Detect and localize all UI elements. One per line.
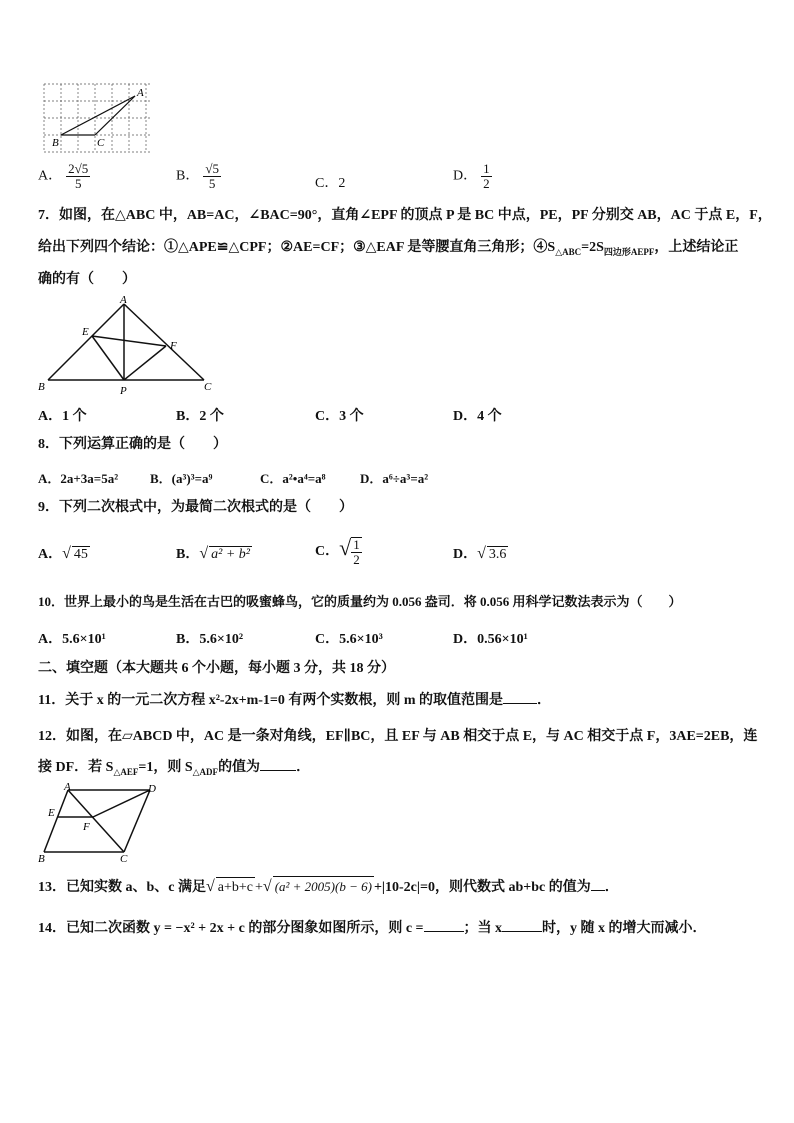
q8-option-c: C．a²•a⁴=a⁸ <box>260 471 326 486</box>
q14-x-blank[interactable] <box>502 931 542 932</box>
q7-label-A: A <box>120 294 127 306</box>
q10-option-a: A．5.6×10¹ <box>38 632 106 647</box>
q7-label-C: C <box>204 381 212 393</box>
q9-option-a: A．√ 45 <box>38 545 88 562</box>
q7-triangle-figure <box>36 294 216 398</box>
q12-label-F: F <box>83 821 90 833</box>
q7-option-d: D．4 个 <box>453 409 502 424</box>
q7-label-F: F <box>170 340 177 352</box>
q8-option-a: A．2a+3a=5a² <box>38 471 119 486</box>
q13-text: 13．已知实数 a、b、c 满足√ a+b+c +√ (a² + 2005)(b − 6) +|10-2c|=0，则代数式 ab+bc 的值为 ． <box>38 876 619 898</box>
q12-parallelogram-figure <box>36 780 162 868</box>
q6-grid-figure <box>40 82 156 154</box>
q8-stem: 8．下列运算正确的是（ ） <box>38 437 227 452</box>
q12-line1: 12．如图，在▱ABCD 中，AC 是一条对角线，EF∥BC，且 EF 与 AB 相交于点 E，与 AC 相交于点 F，3AE=2EB，连 <box>38 729 758 744</box>
q6-option-b: B． $\frac{√5}{5}$ <box>176 161 219 191</box>
q12-label-E: E <box>48 807 55 819</box>
q9-stem: 9．下列二次根式中，为最简二次根式的是（ ） <box>38 500 353 515</box>
q7-option-a: A．1 个 <box>38 409 87 424</box>
q7-option-b: B．2 个 <box>176 409 224 424</box>
q13-answer-blank[interactable] <box>591 890 605 891</box>
q11-answer-blank[interactable] <box>503 703 537 704</box>
q14-c-blank[interactable] <box>424 931 464 932</box>
q7-label-P: P <box>120 385 127 397</box>
q14-text: 14．已知二次函数 y = −x² + 2x + c 的部分图象如图所示，则 c = ；当 x 时，y 随 x 的增大而减小． <box>38 921 707 936</box>
q6-option-a: A． $\frac{2√5}{5}$ <box>38 161 89 191</box>
section-2-heading: 二、填空题（本大题共 6 个小题，每小题 3 分，共 18 分） <box>38 661 395 676</box>
q12-line2: 接 DF．若 $S_{\triangle AEF}=1$，则 $S_{\triangle ADF}$的值为 ． <box>38 760 311 777</box>
q9-option-c: C．√ $\frac{1}{2}$ <box>315 535 360 567</box>
q10-option-c: C．5.6×10³ <box>315 632 383 647</box>
q12-answer-blank[interactable] <box>260 770 296 771</box>
q7-line2: 给出下列四个结论：①△APE≌△CPF；②AE=CF；③△EAF 是等腰直角三角形；$④S_{\triangle ABC}=2S_{四边形AEPF}$，上述结论正 <box>38 240 739 257</box>
q7-line3: 确的有（ ） <box>38 272 136 287</box>
q11-text: 11．关于 x 的一元二次方程 x²-2x+m-1=0 有两个实数根，则 m 的取值范围是 ． <box>38 693 552 708</box>
q10-option-d: D．0.56×10¹ <box>453 632 528 647</box>
q6-label-A: A <box>137 87 144 99</box>
q7-label-B: B <box>38 381 45 393</box>
q8-option-d: D．a⁶÷a³=a² <box>360 471 429 486</box>
q9-option-d: D．√ 3.6 <box>453 545 507 562</box>
q8-option-b: B．(a³)³=a⁹ <box>150 471 213 486</box>
q7-line1: 7．如图，在△ABC 中，AB=AC，∠BAC=90°，直角∠EPF 的顶点 P 是 BC 中点，PE，PF 分别交 AB，AC 于点 E，F， <box>38 208 772 223</box>
q7-option-c: C．3 个 <box>315 409 364 424</box>
q12-label-D: D <box>148 783 156 795</box>
q12-label-C: C <box>120 853 128 865</box>
q6-label-C: C <box>97 137 105 149</box>
q10-option-b: B．5.6×10² <box>176 632 244 647</box>
q10-stem: 10．世界上最小的鸟是生活在古巴的吸蜜蜂鸟，它的质量约为 0.056 盎司．将 0.056 用科学记数法表示为（ ） <box>38 594 682 609</box>
q12-label-A: A <box>64 781 71 793</box>
q7-label-E: E <box>82 326 89 338</box>
q6-option-d: D． $\frac{1}{2}$ <box>453 161 490 191</box>
q6-label-B: B <box>52 137 59 149</box>
q6-option-c: C．2 <box>315 176 346 191</box>
q9-option-b: B．√ a² + b² <box>176 545 250 562</box>
q12-label-B: B <box>38 853 45 865</box>
